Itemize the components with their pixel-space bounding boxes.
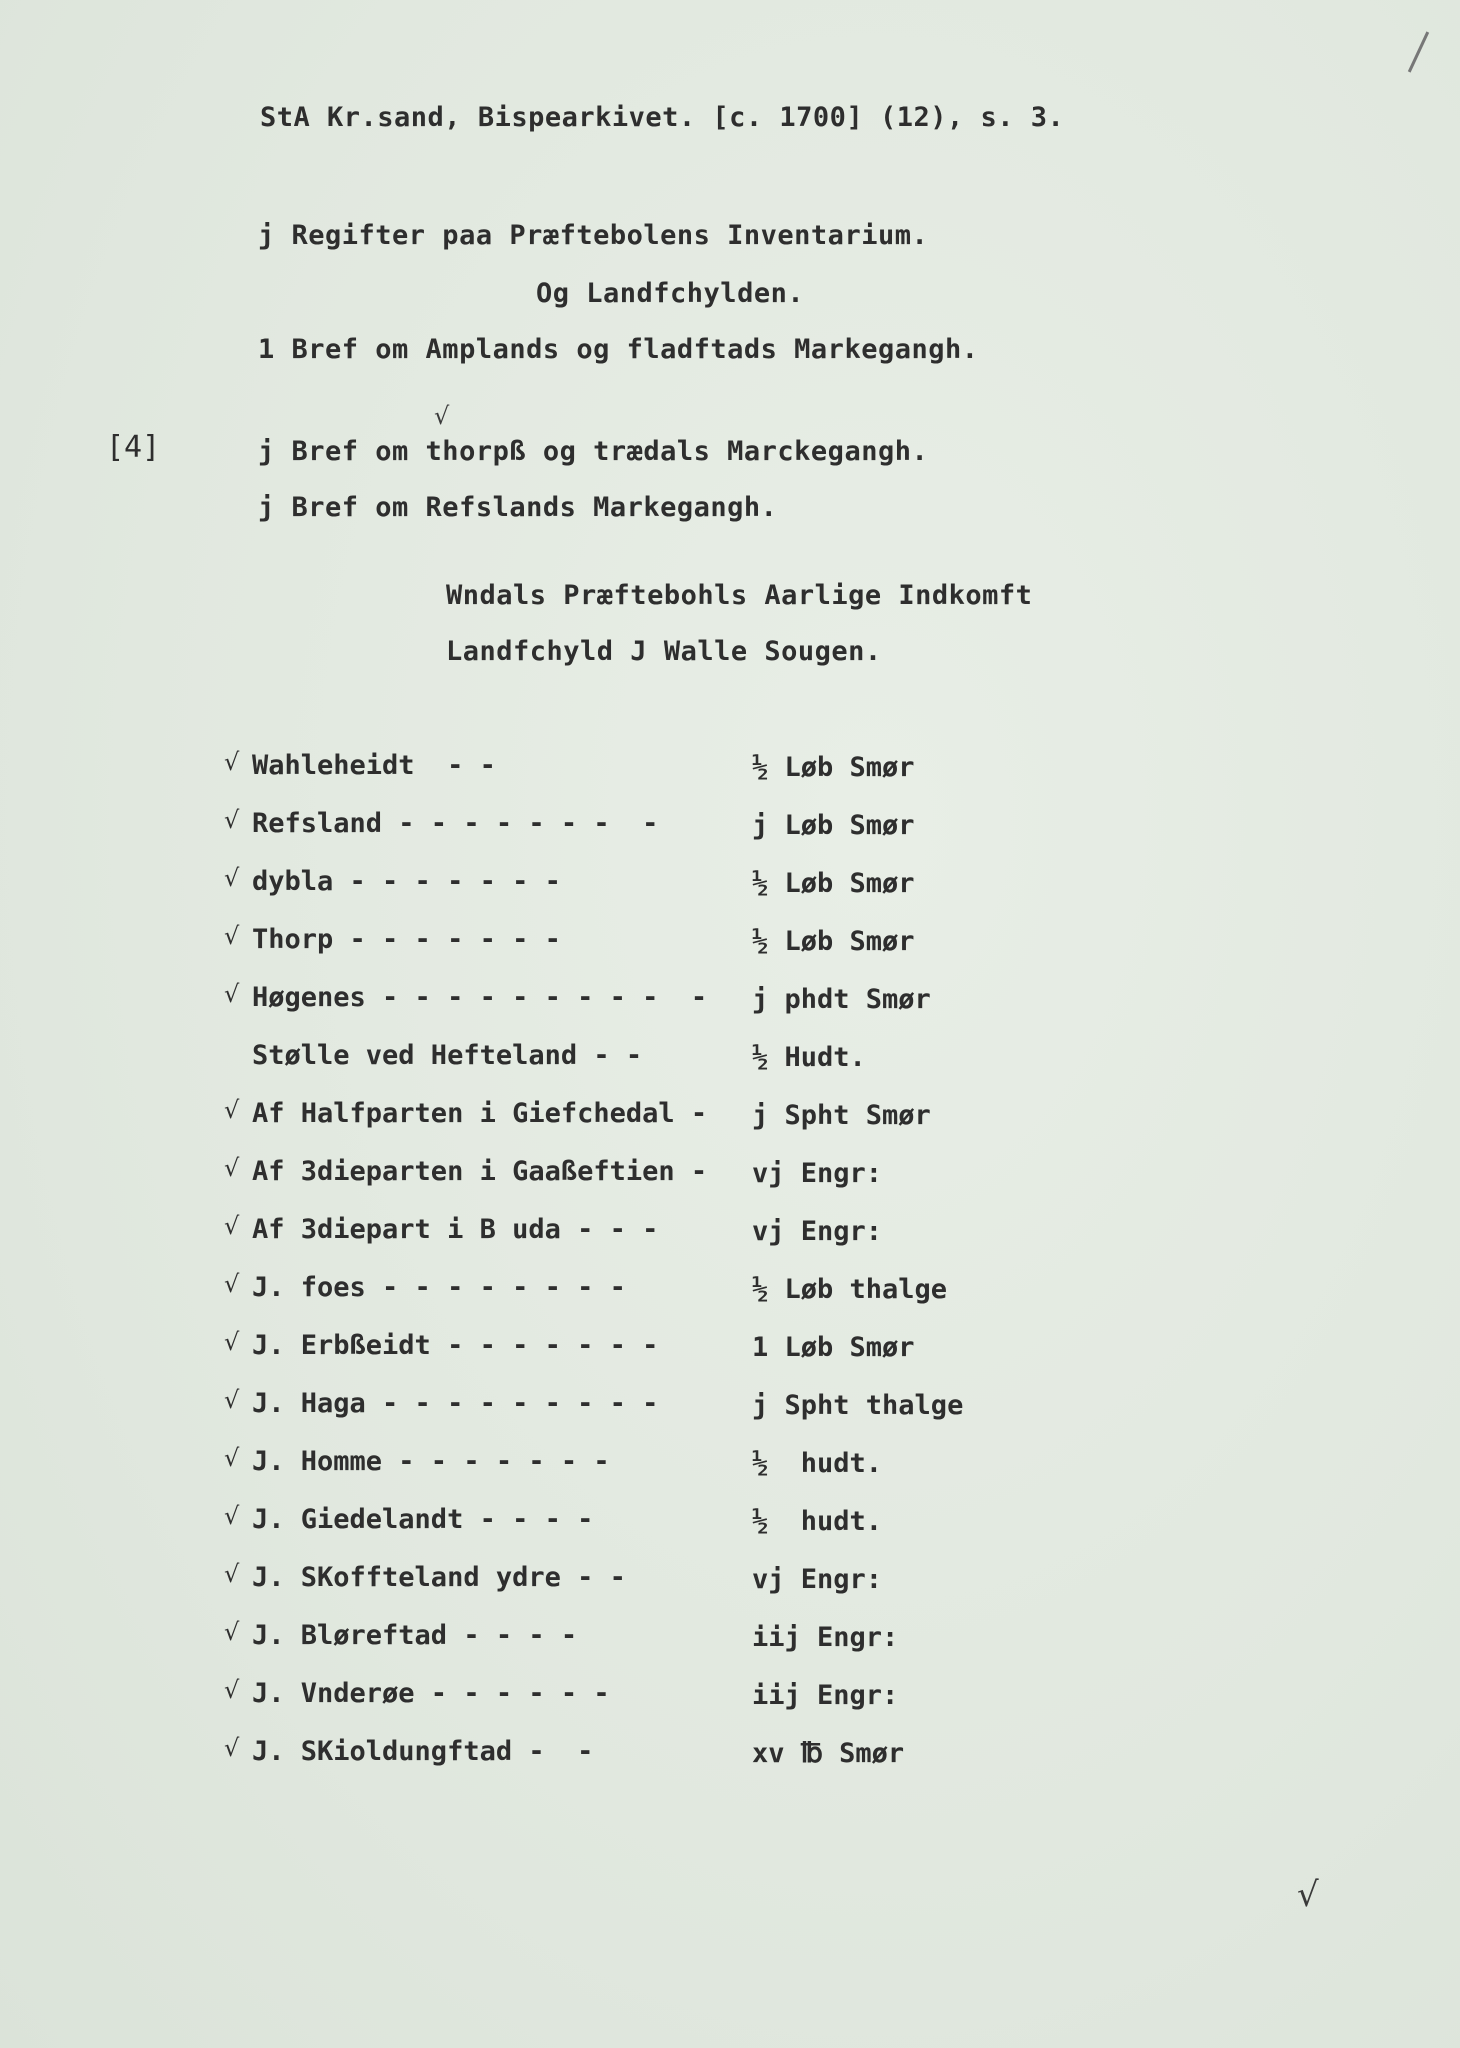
intro-line-3: 1 Bref om Amplands og fladftads Markegangh.	[258, 334, 979, 365]
rent-value: j Spht thalge	[752, 1390, 964, 1421]
place-name: J. SKioldungftad - -	[252, 1736, 594, 1767]
check-mark: √	[224, 1096, 240, 1124]
check-mark: √	[224, 1328, 240, 1356]
rent-value: j phdt Smør	[752, 984, 931, 1015]
rent-value: ½ hudt.	[752, 1448, 883, 1479]
rent-value: ½ Løb Smør	[752, 868, 915, 899]
place-name: J. Haga - - - - - - - - -	[252, 1388, 659, 1419]
intro-line-5: j Bref om Refslands Markegangh.	[258, 492, 778, 523]
rent-value: ½ Løb thalge	[752, 1274, 948, 1305]
list-item	[220, 922, 1120, 962]
check-mark: √	[224, 748, 240, 776]
list-item	[220, 1618, 1120, 1658]
rent-value: iij Engr:	[752, 1680, 899, 1711]
rent-value: vj Engr:	[752, 1216, 883, 1247]
margin-reference: [4]	[106, 430, 161, 465]
place-name: dybla - - - - - - -	[252, 866, 561, 897]
list-item	[220, 1212, 1120, 1252]
rent-value: ½ Løb Smør	[752, 926, 915, 957]
intro-line-1: j Regifter paa Præftebolens Inventarium.	[258, 220, 929, 251]
check-mark: √	[224, 864, 240, 892]
corner-pencil-mark	[1408, 31, 1429, 72]
check-mark: √	[224, 1386, 240, 1414]
list-item	[220, 1560, 1120, 1600]
place-name: Af 3dieparten i Gaaßeftien -	[252, 1156, 708, 1187]
place-name: Thorp - - - - - - -	[252, 924, 561, 955]
rent-value: 1 Løb Smør	[752, 1332, 915, 1363]
check-mark: √	[224, 980, 240, 1008]
list-item	[220, 1154, 1120, 1194]
check-mark: √	[224, 1154, 240, 1182]
list-item	[220, 1676, 1120, 1716]
check-mark: √	[224, 922, 240, 950]
list-item	[220, 1038, 1120, 1078]
rent-value: vj Engr:	[752, 1158, 883, 1189]
intro-line-4: j Bref om thorpß og trædals Marckegangh.	[258, 436, 929, 467]
check-mark: √	[224, 1734, 240, 1762]
place-name: J. SKoffteland ydre - -	[252, 1562, 626, 1593]
place-name: J. Giedelandt - - - -	[252, 1504, 594, 1535]
place-name: Stølle ved Hefteland - -	[252, 1040, 643, 1071]
rent-value: ½ hudt.	[752, 1506, 883, 1537]
check-mark: √	[224, 1618, 240, 1646]
place-name: J. foes - - - - - - - -	[252, 1272, 626, 1303]
place-name: Høgenes - - - - - - - - - -	[252, 982, 708, 1013]
check-mark: √	[224, 1212, 240, 1240]
place-name: Wahleheidt - -	[252, 750, 496, 781]
list-item	[220, 864, 1120, 904]
list-item	[220, 1328, 1120, 1368]
place-name: J. Vnderøe - - - - - -	[252, 1678, 610, 1709]
rent-value: vj Engr:	[752, 1564, 883, 1595]
intro-line-2: Og Landfchylden.	[536, 278, 805, 309]
rent-value: ½ Hudt.	[752, 1042, 866, 1073]
place-name: J. Erbßeidt - - - - - - -	[252, 1330, 659, 1361]
section-heading-1: Wndals Præftebohls Aarlige Indkomft	[446, 580, 1033, 611]
list-item	[220, 1734, 1120, 1774]
bottom-check-mark: √	[1297, 1875, 1319, 1915]
place-name: Af Halfparten i Giefchedal -	[252, 1098, 708, 1129]
place-name: Refsland - - - - - - - -	[252, 808, 659, 839]
section-heading-2: Landfchyld J Walle Sougen.	[446, 636, 882, 667]
citation-header: StA Kr.sand, Bispearkivet. [c. 1700] (12), s. 3.	[260, 102, 1065, 133]
check-mark: √	[224, 1270, 240, 1298]
check-mark: √	[224, 806, 240, 834]
rent-value: iij Engr:	[752, 1622, 899, 1653]
place-name: Af 3diepart i B uda - - -	[252, 1214, 659, 1245]
check-mark: √	[224, 1560, 240, 1588]
list-item	[220, 1444, 1120, 1484]
list-item	[220, 748, 1120, 788]
rent-value: xv ℔ Smør	[752, 1738, 905, 1769]
rent-value: ½ Løb Smør	[752, 752, 915, 783]
place-name: J. Homme - - - - - - -	[252, 1446, 610, 1477]
check-mark: √	[224, 1502, 240, 1530]
place-name: J. Bløreftad - - - -	[252, 1620, 578, 1651]
list-item	[220, 806, 1120, 846]
list-item	[220, 980, 1120, 1020]
list-item	[220, 1386, 1120, 1426]
check-mark: √	[224, 1676, 240, 1704]
rent-value: j Løb Smør	[752, 810, 915, 841]
list-item	[220, 1502, 1120, 1542]
check-mark: √	[224, 1444, 240, 1472]
rent-value: j Spht Smør	[752, 1100, 931, 1131]
check-mark-thorp: √	[434, 402, 450, 430]
list-item	[220, 1096, 1120, 1136]
list-item	[220, 1270, 1120, 1310]
